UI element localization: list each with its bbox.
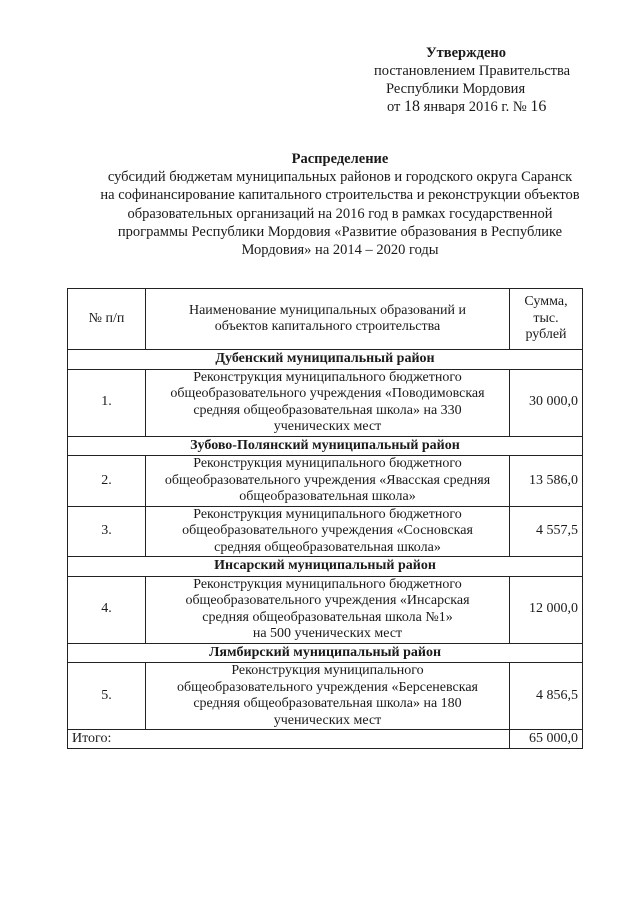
section-title: Инсарский муниципальный район xyxy=(68,557,583,577)
row-name-line: общеобразовательного учреждения «Берсеневская xyxy=(177,679,478,695)
approval-line-1: постановлением Правительства xyxy=(374,63,571,79)
approval-number: 16 xyxy=(530,98,547,115)
approval-date-line xyxy=(372,98,602,116)
header-sum-line-1: Сумма, xyxy=(524,294,568,310)
row-sum: 13 586,0 xyxy=(510,456,583,507)
row-sum: 30 000,0 xyxy=(510,369,583,436)
row-name-line: средняя общеобразовательная школа» на 330 xyxy=(193,402,462,418)
row-name xyxy=(146,506,510,557)
header-sum-line-3: рублей xyxy=(525,327,567,343)
row-name-line: Реконструкция муниципального бюджетного xyxy=(193,456,462,471)
row-name-line: общеобразовательного учреждения «Явасская средняя xyxy=(164,472,491,488)
approval-date-day: 18 xyxy=(404,98,421,115)
approval-title: Утверждено xyxy=(426,45,506,61)
header-name xyxy=(146,289,510,350)
table-row xyxy=(68,506,583,557)
heading-line-5: Мордовия» на 2014 – 2020 годы xyxy=(241,242,439,259)
row-num: 5. xyxy=(68,663,146,730)
total-sum: 65 000,0 xyxy=(510,730,583,749)
row-name-line: на 500 ученических мест xyxy=(252,626,403,641)
table-header-row xyxy=(68,289,583,350)
row-name-line: общеобразовательного учреждения «Инсарская xyxy=(185,593,470,608)
section-title: Зубово-Полянский муниципальный район xyxy=(68,436,583,456)
row-name xyxy=(146,663,510,730)
heading-line-2: на софинансирование капитального строительства и реконструкции объектов xyxy=(100,187,580,204)
table-row xyxy=(68,663,583,730)
section-row xyxy=(68,436,583,456)
section-row xyxy=(68,350,583,370)
row-sum: 4 856,5 xyxy=(510,663,583,730)
row-sum: 12 000,0 xyxy=(510,576,583,643)
document-heading xyxy=(80,150,600,259)
header-sum-line-2: тыс. xyxy=(533,310,559,326)
row-num: 4. xyxy=(68,576,146,643)
header-name-line-2: объектов капитального строительства xyxy=(214,319,441,334)
header-num: № п/п xyxy=(68,289,146,350)
row-num: 1. xyxy=(68,369,146,436)
row-name xyxy=(146,369,510,436)
section-row xyxy=(68,557,583,577)
row-name-line: общеобразовательная школа» xyxy=(239,489,416,504)
table-row xyxy=(68,576,583,643)
heading-line-1: субсидий бюджетам муниципальных районов и городского округа Саранск xyxy=(107,169,573,186)
approval-date-prefix: от xyxy=(387,99,401,115)
approval-stamp xyxy=(372,44,602,116)
row-name xyxy=(146,576,510,643)
heading-line-3: образовательных организаций на 2016 год в рамках государственной xyxy=(127,205,553,222)
row-name-line: Реконструкция муниципального бюджетного xyxy=(193,506,462,522)
header-name-line-1: Наименование муниципальных образований и xyxy=(188,302,467,318)
approval-line-2: Республики Мордовия xyxy=(386,81,526,97)
table-row xyxy=(68,369,583,436)
row-name-line: общеобразовательного учреждения «Сосновская xyxy=(182,523,473,538)
approval-date-rest: января 2016 г. № xyxy=(423,99,527,115)
row-sum: 4 557,5 xyxy=(510,506,583,557)
row-name-line: средняя общеобразовательная школа» xyxy=(214,539,441,555)
heading-line-4: программы Республики Мордовия «Развитие образования в Республике xyxy=(117,223,563,240)
table-row xyxy=(68,456,583,507)
row-name-line: Реконструкция муниципального xyxy=(231,663,424,678)
header-sum xyxy=(510,289,583,350)
row-name-line: Реконструкция муниципального бюджетного xyxy=(193,369,462,385)
row-name-line: средняя общеобразовательная школа» на 180 xyxy=(193,696,462,711)
total-label: Итого: xyxy=(68,730,510,749)
section-title: Дубенский муниципальный район xyxy=(68,350,583,370)
document-title: Распределение xyxy=(291,151,389,167)
row-num: 2. xyxy=(68,456,146,507)
row-name-line: общеобразовательного учреждения «Поводимовская xyxy=(170,386,485,401)
distribution-table xyxy=(67,288,583,749)
total-row xyxy=(68,730,583,749)
row-name-line: ученических мест xyxy=(273,712,382,728)
section-title: Лямбирский муниципальный район xyxy=(68,643,583,663)
row-name-line: ученических мест xyxy=(273,419,382,434)
row-name xyxy=(146,456,510,507)
row-name-line: средняя общеобразовательная школа №1» xyxy=(202,609,453,625)
row-num: 3. xyxy=(68,506,146,557)
section-row xyxy=(68,643,583,663)
row-name-line: Реконструкция муниципального бюджетного xyxy=(193,576,462,592)
